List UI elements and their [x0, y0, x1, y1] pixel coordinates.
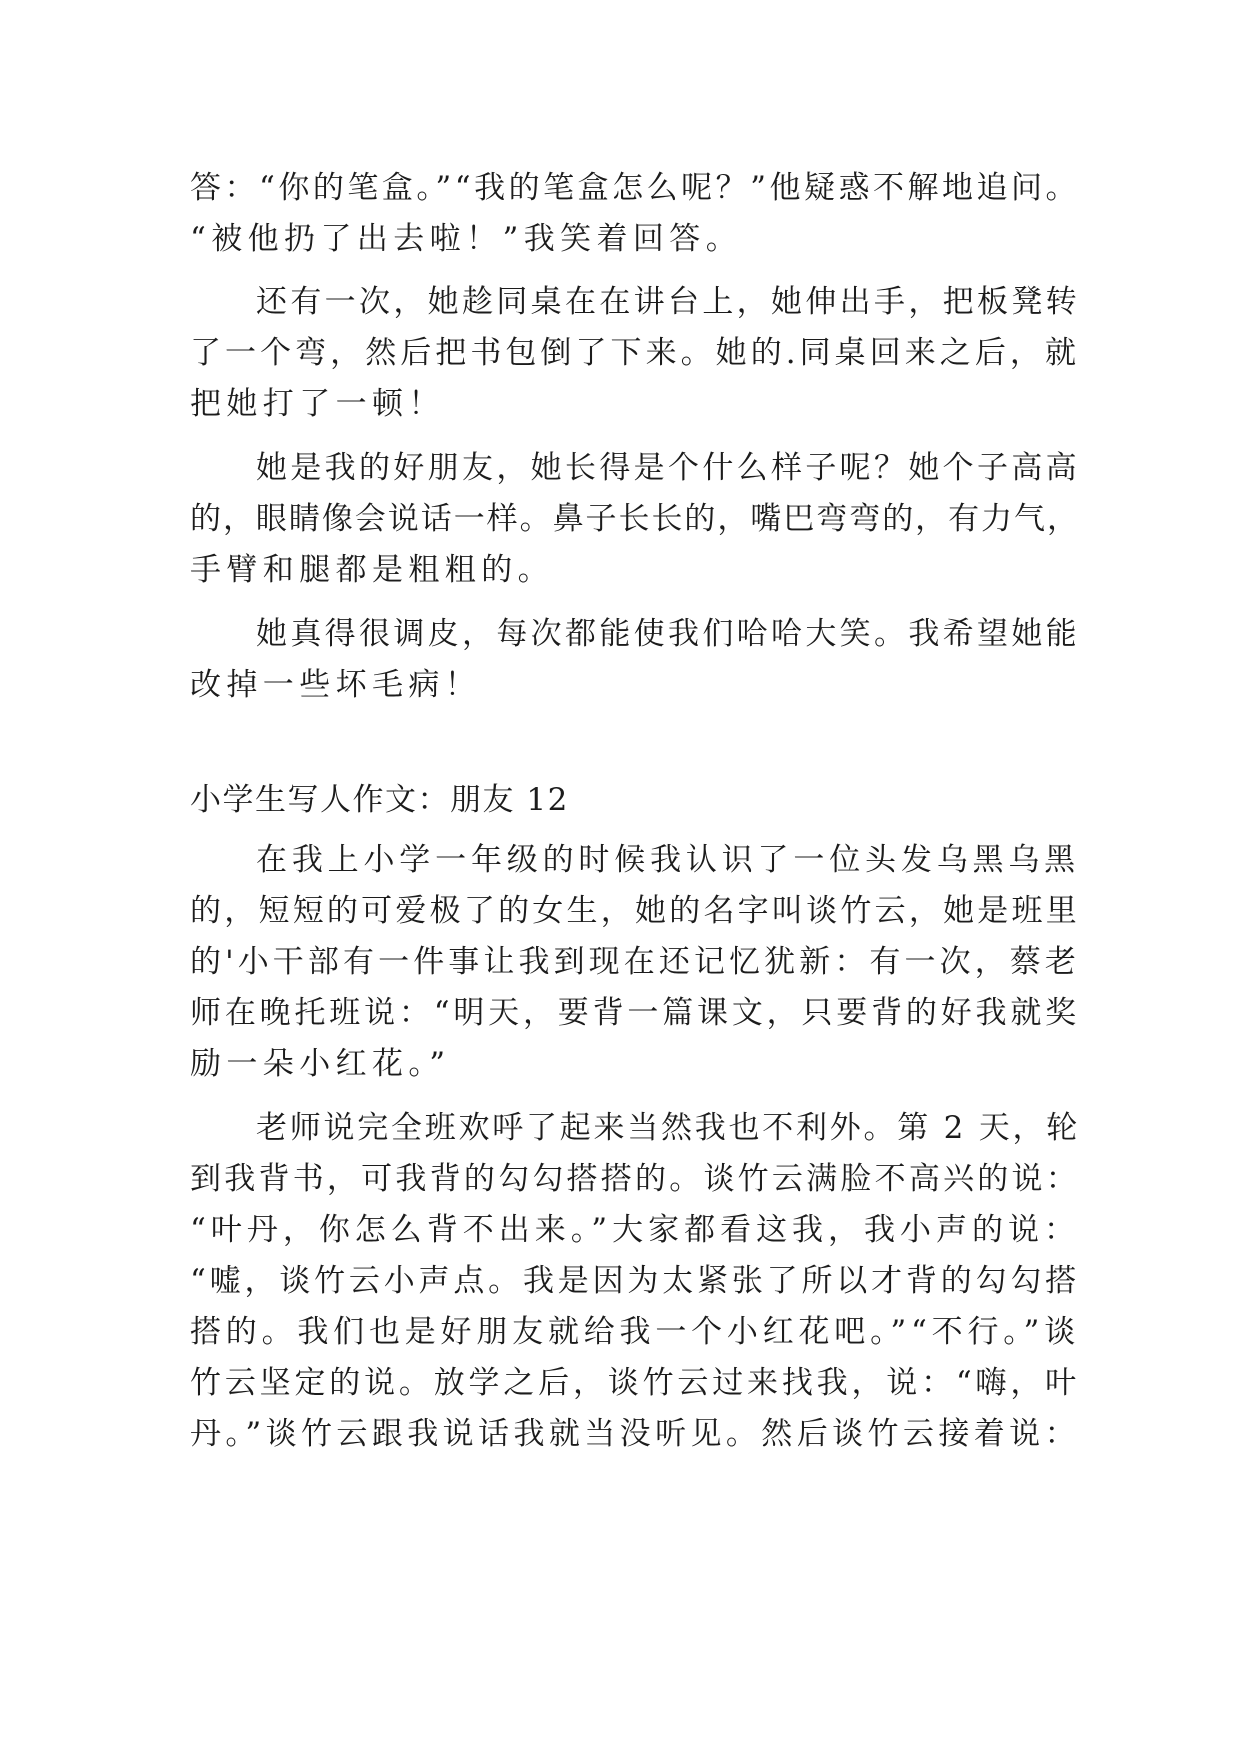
- paragraph-line: 搭的。我们也是好朋友就给我一个小红花吧。”“不行。”谈: [190, 1314, 1080, 1350]
- paragraph-line: 答：“你的笔盒。”“我的笔盒怎么呢？”他疑惑不解地追问。: [190, 170, 1080, 206]
- paragraph-line: 励一朵小红花。”: [190, 1046, 451, 1082]
- paragraph-line: 师在晚托班说：“明天，要背一篇课文，只要背的好我就奖: [190, 995, 1080, 1031]
- paragraph-line: “叶丹，你怎么背不出来。”大家都看这我，我小声的说：: [190, 1212, 1080, 1248]
- paragraph-line: 丹。”谈竹云跟我说话我就当没听见。然后谈竹云接着说：: [190, 1416, 1080, 1452]
- paragraph-line: 她真得很调皮，每次都能使我们哈哈大笑。我希望她能: [256, 616, 1080, 652]
- paragraph-line: 把她打了一顿！: [190, 386, 445, 422]
- paragraph-line: “嘘，谈竹云小声点。我是因为太紧张了所以才背的勾勾搭: [190, 1263, 1080, 1299]
- paragraph-line: 还有一次，她趁同桌在在讲台上，她伸出手，把板凳转: [256, 284, 1080, 320]
- paragraph-line: 竹云坚定的说。放学之后，谈竹云过来找我，说：“嗨，叶: [190, 1365, 1080, 1401]
- paragraph-line: 改掉一些坏毛病！: [190, 667, 482, 703]
- paragraph-line: 她是我的好朋友，她长得是个什么样子呢？她个子高高: [256, 450, 1080, 486]
- paragraph-line: “被他扔了出去啦！”我笑着回答。: [190, 221, 743, 257]
- paragraph-line: 老师说完全班欢呼了起来当然我也不利外。第 2 天，轮: [256, 1110, 1080, 1146]
- paragraph-line: 的，眼睛像会说话一样。鼻子长长的，嘴巴弯弯的，有力气，: [190, 501, 1080, 537]
- paragraph-line: 到我背书，可我背的勾勾搭搭的。谈竹云满脸不高兴的说：: [190, 1161, 1080, 1197]
- paragraph-line: 的'小干部有一件事让我到现在还记忆犹新：有一次，蔡老: [190, 944, 1080, 980]
- paragraph-line: 在我上小学一年级的时候我认识了一位头发乌黑乌黑: [256, 842, 1080, 878]
- paragraph-line: 了一个弯，然后把书包倒了下来。她的.同桌回来之后，就: [190, 335, 1080, 371]
- paragraph-line: 的，短短的可爱极了的女生，她的名字叫谈竹云，她是班里: [190, 893, 1080, 929]
- paragraph-line: 手臂和腿都是粗粗的。: [190, 552, 554, 588]
- essay-title: 小学生写人作文：朋友 12: [190, 782, 569, 818]
